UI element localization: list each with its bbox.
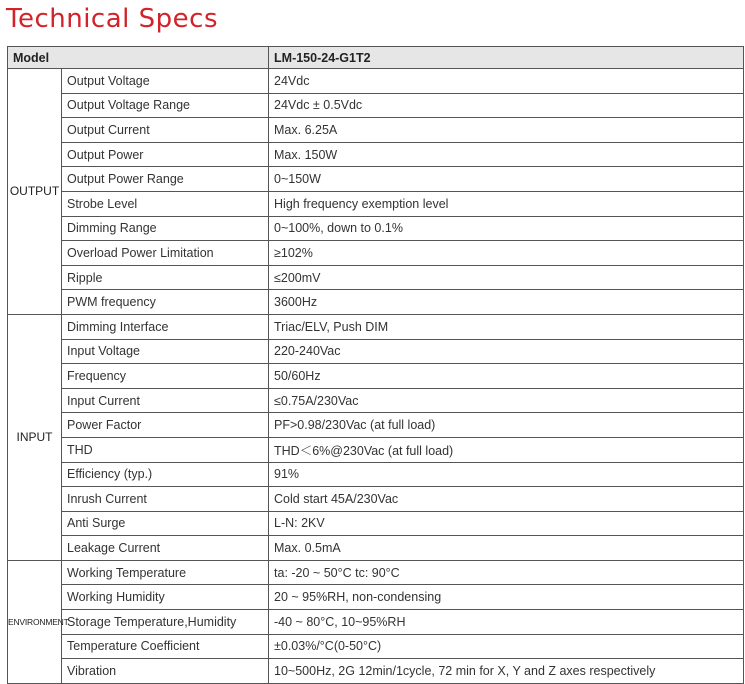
spec-value: 3600Hz <box>269 290 744 315</box>
spec-parameter: PWM frequency <box>62 290 269 315</box>
spec-value: Max. 6.25A <box>269 118 744 143</box>
table-row <box>8 462 744 487</box>
group-label: ENVIRONMENT <box>8 560 62 683</box>
table-row <box>8 659 744 684</box>
spec-value: Max. 0.5mA <box>269 536 744 561</box>
table-row <box>8 314 744 339</box>
spec-parameter: Vibration <box>62 659 269 684</box>
spec-value: -40 ~ 80°C, 10~95%RH <box>269 610 744 635</box>
table-row <box>8 634 744 659</box>
group-label: INPUT <box>8 314 62 560</box>
table-row <box>8 339 744 364</box>
spec-parameter: Strobe Level <box>62 191 269 216</box>
table-row <box>8 142 744 167</box>
spec-parameter: Overload Power Limitation <box>62 241 269 266</box>
table-row <box>8 413 744 438</box>
spec-parameter: Dimming Range <box>62 216 269 241</box>
spec-parameter: Dimming Interface <box>62 314 269 339</box>
spec-value: ≤200mV <box>269 265 744 290</box>
spec-parameter: Output Power Range <box>62 167 269 192</box>
page-title: Technical Specs <box>6 4 218 34</box>
header-row <box>8 47 744 69</box>
table-row <box>8 437 744 462</box>
spec-value: ≤0.75A/230Vac <box>269 388 744 413</box>
table-row <box>8 216 744 241</box>
table-row <box>8 93 744 118</box>
specs-table-body <box>8 47 744 684</box>
model-value: LM-150-24-G1T2 <box>269 47 744 69</box>
spec-value: ±0.03%/°C(0-50°C) <box>269 634 744 659</box>
spec-parameter: Output Current <box>62 118 269 143</box>
spec-value: 0~100%, down to 0.1% <box>269 216 744 241</box>
table-row <box>8 585 744 610</box>
spec-parameter: Anti Surge <box>62 511 269 536</box>
table-row <box>8 191 744 216</box>
table-row <box>8 388 744 413</box>
spec-parameter: Efficiency (typ.) <box>62 462 269 487</box>
spec-parameter: Inrush Current <box>62 487 269 512</box>
spec-parameter: Temperature Coefficient <box>62 634 269 659</box>
table-row <box>8 241 744 266</box>
spec-parameter: Working Humidity <box>62 585 269 610</box>
spec-value: 50/60Hz <box>269 364 744 389</box>
table-row <box>8 511 744 536</box>
spec-parameter: THD <box>62 437 269 462</box>
spec-value: 24Vdc <box>269 69 744 94</box>
spec-parameter: Frequency <box>62 364 269 389</box>
spec-parameter: Input Current <box>62 388 269 413</box>
spec-value: 24Vdc ± 0.5Vdc <box>269 93 744 118</box>
table-row <box>8 118 744 143</box>
spec-value: 20 ~ 95%RH, non-condensing <box>269 585 744 610</box>
spec-value: Max. 150W <box>269 142 744 167</box>
table-row <box>8 610 744 635</box>
model-label: Model <box>8 47 269 69</box>
spec-value: 10~500Hz, 2G 12min/1cycle, 72 min for X, Y and Z axes respectively <box>269 659 744 684</box>
spec-value: 220-240Vac <box>269 339 744 364</box>
spec-value: PF>0.98/230Vac (at full load) <box>269 413 744 438</box>
table-row <box>8 536 744 561</box>
spec-parameter: Ripple <box>62 265 269 290</box>
spec-value: Cold start 45A/230Vac <box>269 487 744 512</box>
spec-value: High frequency exemption level <box>269 191 744 216</box>
spec-value: Triac/ELV, Push DIM <box>269 314 744 339</box>
spec-parameter: Input Voltage <box>62 339 269 364</box>
spec-parameter: Output Voltage <box>62 69 269 94</box>
specs-table <box>7 46 744 684</box>
table-row <box>8 265 744 290</box>
table-row <box>8 290 744 315</box>
table-row <box>8 167 744 192</box>
table-row <box>8 364 744 389</box>
group-label: OUTPUT <box>8 69 62 315</box>
spec-value: ≥102% <box>269 241 744 266</box>
spec-value: THD＜6%@230Vac (at full load) <box>269 437 744 462</box>
table-row <box>8 487 744 512</box>
spec-parameter: Storage Temperature,Humidity <box>62 610 269 635</box>
table-row <box>8 560 744 585</box>
spec-parameter: Output Voltage Range <box>62 93 269 118</box>
spec-parameter: Output Power <box>62 142 269 167</box>
spec-value: L-N: 2KV <box>269 511 744 536</box>
spec-value: ta: -20 ~ 50°C tc: 90°C <box>269 560 744 585</box>
table-row <box>8 69 744 94</box>
spec-value: 91% <box>269 462 744 487</box>
spec-parameter: Leakage Current <box>62 536 269 561</box>
spec-value: 0~150W <box>269 167 744 192</box>
spec-parameter: Power Factor <box>62 413 269 438</box>
spec-parameter: Working Temperature <box>62 560 269 585</box>
